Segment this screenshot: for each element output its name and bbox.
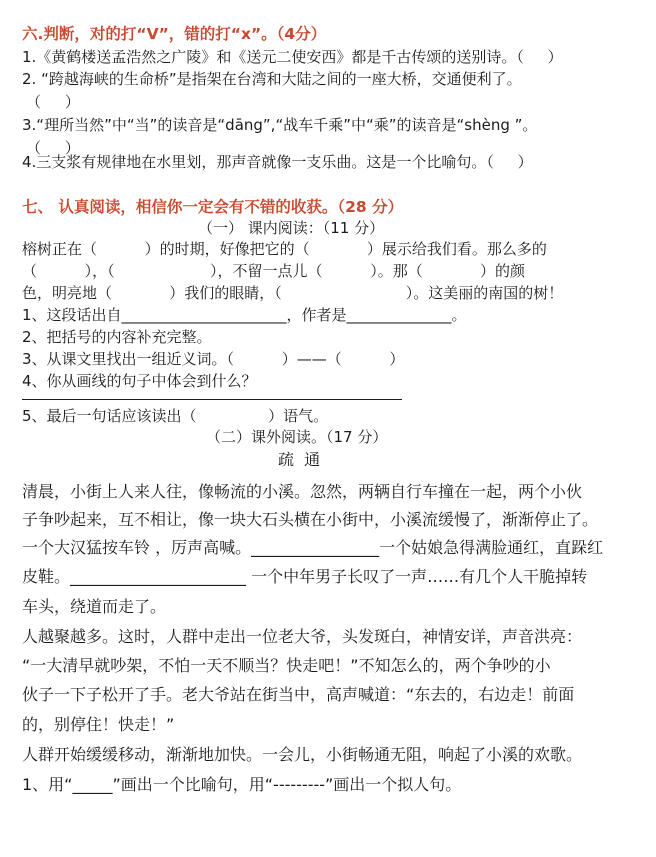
section6-item-3: 3.“理所当然”中“当”的读音是“dāng”,“战车千乘”中“乘”的读音是“shèng ”。	[22, 116, 538, 134]
story-line-9: 的，别停住！快走！”	[22, 715, 175, 734]
story-line-4: 皮鞋。______________________ 一个中年男子长叹了一声……有几个人干脆掉转	[22, 567, 588, 586]
section6-item-1: 1.《黄鹤楼送孟浩然之广陵》和《送元二使安西》都是千古传颂的送别诗。（ ）	[22, 48, 563, 66]
section6-item-2-answer: （ ）	[26, 93, 80, 111]
story-question-1: 1、用“_____”画出一个比喻句，用“---------”画出一个拟人句。	[22, 775, 462, 794]
question-5: 5、最后一句话应该读出（ ）语气。	[22, 407, 329, 425]
story-line-8: 伙子一下子松开了手。老大爷站在街当中，高声喊道：“东去的，右边走！前面	[22, 685, 575, 704]
story-line-1: 清晨，小街上人来人往，像畅流的小溪。忽然，两辆自行车撞在一起，两个小伙	[22, 482, 583, 501]
story-line-7: “一大清早就吵架，不怕一天不顺当？快走吧！”不知怎么的，两个争吵的小	[22, 656, 551, 675]
section7-title: 七、 认真阅读，相信你一定会有不错的收获。（28 分）	[22, 198, 404, 216]
section6-item-3-answer: （ ）	[26, 139, 80, 157]
story-line-6: 人越聚越多。这时，人群中走出一位老大爷，头发斑白，神情安详，声音洪亮：	[22, 627, 583, 646]
story-line-2: 子争吵起来，互不相让，像一块大石头横在小街中，小溪流缓慢了，渐渐停止了。	[22, 510, 599, 529]
story-line-10: 人群开始缓缓移动，渐渐地加快。一会儿，小街畅通无阻，响起了小溪的欢歌。	[22, 745, 583, 764]
passage-line-1: 榕树正在（ ）的时期，好像把它的（ ）展示给我们看。那么多的	[22, 240, 547, 258]
answer-line	[22, 399, 402, 400]
part1-title: （一） 课内阅读：（11 分）	[198, 219, 385, 237]
story-line-3: 一个大汉猛按车铃 ，厉声高喊。________________一个姑娘急得满脸通红，直跺红	[22, 538, 604, 557]
question-3: 3、从课文里找出一组近义词。（ ）——（ ）	[22, 350, 405, 368]
question-1: 1、这段话出自______________________，作者是______________。	[22, 306, 467, 324]
part2-title: （二）课外阅读。（17 分）	[206, 428, 388, 446]
story-line-5: 车头，绕道而走了。	[22, 597, 167, 616]
section6-title: 六.判断，对的打“V”，错的打“x”。（4分）	[22, 25, 327, 43]
passage-line-3: 色，明亮地（ ）我们的眼睛，（ ）。这美丽的南国的树！	[22, 284, 564, 302]
question-4: 4、你从画线的句子中体会到什么？	[22, 372, 257, 390]
story-title: 疏 通	[278, 450, 321, 469]
section6-item-4: 4.三支浆有规律地在水里划，那声音就像一支乐曲。这是一个比喻句。（ ）	[22, 153, 533, 171]
section6-item-2: 2. “跨越海峡的生命桥”是指架在台湾和大陆之间的一座大桥，交通便利了。	[22, 70, 522, 88]
question-2: 2、把括号的内容补充完整。	[22, 328, 212, 346]
passage-line-2: （ ），（ ），不留一点儿（ ）。那（ ）的颜	[22, 262, 525, 280]
